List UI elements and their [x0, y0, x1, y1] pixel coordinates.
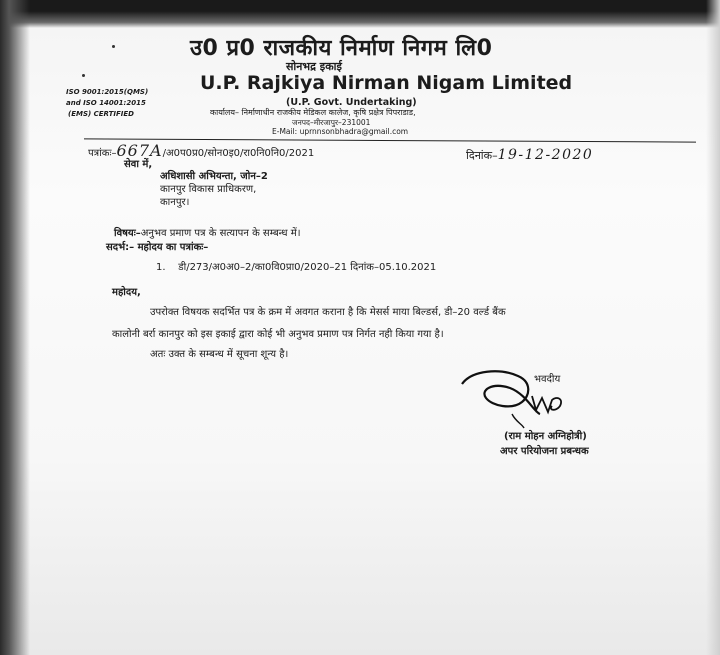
iso-line-1: ISO 9001:2015(QMS) — [66, 88, 149, 96]
greeting: महोदय, — [112, 287, 141, 298]
office-email: E-Mail: uprnnsonbhadra@gmail.com — [272, 127, 409, 136]
scan-shadow-top — [0, 0, 720, 28]
scan-shadow-right — [706, 0, 720, 655]
office-address: कार्यालय– निर्माणाधीन राजकीय मेडिकल कालेज, कृषि प्रक्षेत्र पिपराडाड, — [210, 108, 416, 117]
addressee-line-2: कानपुर विकास प्राधिकरण, — [160, 184, 257, 195]
salutation-to: सेवा में, — [124, 159, 153, 170]
unit-name-hindi: सोनभद्र इकाई — [286, 60, 342, 73]
org-name-english: U.P. Rajkiya Nirman Nigam Limited — [200, 72, 573, 94]
office-city: जनपद–मीरजापुर–231001 — [292, 118, 371, 127]
org-name-hindi: उ0 प्र0 राजकीय निर्माण निगम लि0 — [190, 36, 493, 61]
body-para1-line1: उपरोक्त विषयक सदर्भित पत्र के क्रम में अवगत कराना है कि मेसर्स माया बिल्डर्स, डी–20 वर्ल्ड बैंक — [150, 307, 506, 318]
addressee-line-3: कानपुर। — [160, 197, 190, 208]
subject-text: अनुभव प्रमाण पत्र के सत्यापन के सम्बन्ध में। — [140, 228, 301, 239]
signatory-designation: अपर परियोजना प्रबन्धक — [500, 446, 589, 457]
govt-undertaking: (U.P. Govt. Undertaking) — [286, 97, 417, 108]
iso-line-3: (EMS) CERTIFIED — [68, 110, 134, 118]
reference-prefix: पत्रांकः– — [88, 148, 117, 159]
letter-date — [466, 147, 593, 163]
reference-handwritten-number: 667A — [116, 141, 163, 160]
reference-letter-label: सदर्भ:– महोदय का पत्रांकः– — [106, 242, 209, 253]
date-handwritten: 19-12-2020 — [497, 147, 594, 163]
iso-line-2: and ISO 14001:2015 — [66, 99, 146, 107]
body-para1-line2: कालोनी बर्रा कानपुर को इस इकाई द्वारा कोई भी अनुभव प्रमाण पत्र निर्गत नही किया गया है। — [112, 329, 444, 340]
subject-label: विषयः– — [114, 228, 141, 239]
date-label: दिनांक– — [466, 149, 498, 162]
reference-letter-item: 1. डी/273/अ0अ0–2/का0वि0प्रा0/2020–21 दिनांक–05.10.2021 — [156, 262, 437, 273]
addressee-line-1: अधिशासी अभियन्ता, जोन–2 — [160, 171, 268, 182]
reference-number — [88, 141, 314, 160]
subject-line — [114, 225, 301, 239]
scan-speck — [112, 45, 115, 48]
closing: भवदीय — [534, 374, 561, 385]
signatory-name: (राम मोहन अग्निहोत्री) — [504, 431, 587, 442]
scan-shadow-left — [0, 0, 30, 655]
reference-rest: /अ0प0प्र0/सोन0इ0/रा0नि0नि0/2021 — [162, 148, 315, 159]
scan-speck — [82, 74, 85, 77]
handwritten-signature — [452, 362, 582, 432]
body-para2: अतः उक्त के सम्बन्ध में सूचना शून्य है। — [150, 349, 289, 360]
